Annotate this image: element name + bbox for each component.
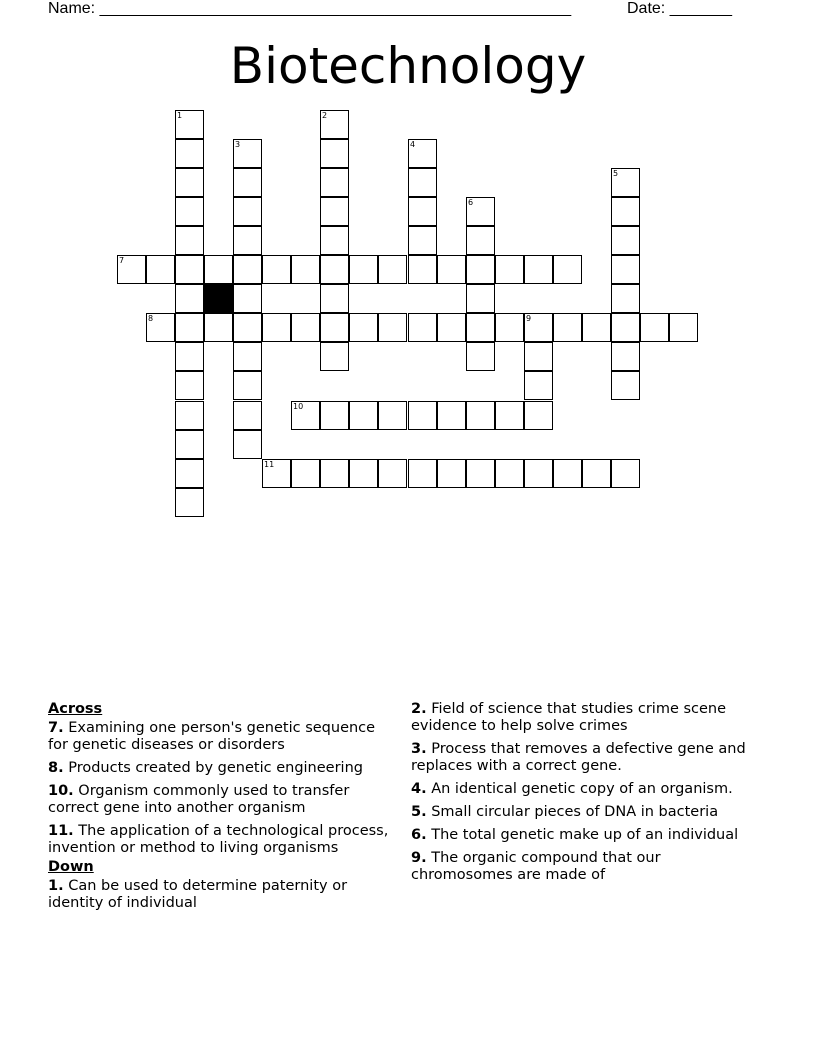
crossword-cell[interactable] (611, 226, 640, 255)
crossword-cell[interactable] (233, 226, 262, 255)
crossword-cell[interactable] (611, 168, 640, 197)
clue-item-text: Can be used to determine paternity or identity of individual (48, 878, 348, 911)
crossword-cell[interactable] (175, 430, 204, 459)
crossword-cell[interactable] (466, 459, 495, 488)
crossword-cell[interactable] (408, 401, 437, 430)
down-clue-list-right (411, 701, 756, 884)
crossword-cell[interactable] (320, 110, 349, 139)
crossword-cell[interactable] (262, 313, 291, 342)
clue-number: 3 (235, 140, 241, 149)
crossword-cell[interactable] (233, 342, 262, 371)
crossword-cell[interactable] (582, 313, 611, 342)
down-clue-list-left (48, 878, 398, 912)
crossword-cell[interactable] (553, 459, 582, 488)
crossword-cell[interactable] (175, 255, 204, 284)
crossword-cell[interactable] (495, 459, 524, 488)
crossword-cell[interactable] (175, 313, 204, 342)
crossword-cell[interactable] (204, 313, 233, 342)
clue-item-number: 5. (411, 804, 427, 820)
clue-item (411, 701, 756, 735)
crossword-cell[interactable] (175, 139, 204, 168)
clue-item (48, 823, 398, 857)
crossword-cell[interactable] (175, 488, 204, 517)
crossword-cell[interactable] (611, 284, 640, 313)
crossword-cell[interactable] (291, 313, 320, 342)
clues-right-column (411, 701, 756, 890)
crossword-cell[interactable] (175, 168, 204, 197)
crossword-cell[interactable] (291, 459, 320, 488)
clue-number: 5 (613, 169, 619, 178)
crossword-cell[interactable] (349, 401, 378, 430)
clue-item-number: 1. (48, 878, 64, 894)
crossword-cell[interactable] (611, 342, 640, 371)
crossword-cell[interactable] (495, 313, 524, 342)
crossword-cell[interactable] (466, 226, 495, 255)
crossword-cell[interactable] (378, 459, 407, 488)
crossword-cell[interactable] (378, 255, 407, 284)
clue-item-number: 4. (411, 781, 427, 797)
crossword-cell[interactable] (175, 371, 204, 400)
clue-item-text: The total genetic make up of an individual (426, 827, 739, 843)
crossword-cell[interactable] (553, 255, 582, 284)
crossword-cell[interactable] (349, 459, 378, 488)
crossword-cell[interactable] (146, 255, 175, 284)
crossword-cell[interactable] (553, 313, 582, 342)
clue-item-text: Process that removes a defective gene and replaces with a correct gene. (411, 741, 746, 774)
crossword-cell[interactable] (320, 168, 349, 197)
clue-item-number: 7. (48, 720, 64, 736)
clue-item-text: Organism commonly used to transfer correct gene into another organism (48, 783, 350, 816)
clue-number: 7 (119, 256, 125, 265)
clue-item-text: Products created by genetic engineering (63, 760, 363, 776)
clue-item-text: The application of a technological process, invention or method to living organisms (48, 823, 389, 856)
crossword-cell[interactable] (437, 401, 466, 430)
crossword-block (204, 284, 233, 313)
clue-item-text: Small circular pieces of DNA in bacteria (426, 804, 719, 820)
crossword-cell[interactable] (349, 313, 378, 342)
crossword-cell[interactable] (233, 197, 262, 226)
date-field-label: Date: _______ (627, 0, 732, 17)
crossword-cell[interactable] (320, 284, 349, 313)
crossword-cell[interactable] (320, 197, 349, 226)
crossword-cell[interactable] (437, 255, 466, 284)
crossword-cell[interactable] (378, 313, 407, 342)
name-field-label: Name: _____________________________________________________ (48, 0, 572, 17)
crossword-cell[interactable] (291, 401, 320, 430)
clue-number: 8 (148, 314, 154, 323)
clue-item-number: 3. (411, 741, 427, 757)
crossword-cell[interactable] (524, 371, 553, 400)
crossword-cell[interactable] (437, 313, 466, 342)
clue-item (411, 827, 756, 844)
crossword-cell[interactable] (524, 255, 553, 284)
crossword-cell[interactable] (495, 401, 524, 430)
clue-item-number: 8. (48, 760, 64, 776)
crossword-cell[interactable] (320, 342, 349, 371)
crossword-cell[interactable] (320, 459, 349, 488)
down-heading: Down (48, 859, 94, 875)
crossword-cell[interactable] (466, 342, 495, 371)
crossword-cell[interactable] (233, 168, 262, 197)
crossword-cell[interactable] (262, 459, 291, 488)
crossword-cell[interactable] (524, 342, 553, 371)
crossword-cell[interactable] (320, 313, 349, 342)
crossword-cell[interactable] (233, 401, 262, 430)
puzzle-title: Biotechnology (229, 37, 587, 95)
crossword-cell[interactable] (378, 401, 407, 430)
crossword-cell[interactable] (408, 226, 437, 255)
clue-item-number: 6. (411, 827, 427, 843)
crossword-cell[interactable] (611, 371, 640, 400)
crossword-cell[interactable] (466, 197, 495, 226)
crossword-cell[interactable] (640, 313, 669, 342)
clue-item-number: 9. (411, 850, 427, 866)
clue-item-text: Field of science that studies crime scene evidence to help solve crimes (411, 701, 727, 734)
crossword-cell[interactable] (175, 459, 204, 488)
across-heading: Across (48, 701, 103, 717)
clue-item (411, 781, 756, 798)
clue-item (48, 783, 398, 817)
crossword-cell[interactable] (408, 139, 437, 168)
clue-item (48, 720, 398, 754)
crossword-cell[interactable] (582, 459, 611, 488)
crossword-cell[interactable] (233, 255, 262, 284)
crossword-cell[interactable] (466, 313, 495, 342)
clue-item-text: The organic compound that our chromosomes are made of (411, 850, 661, 883)
crossword-cell[interactable] (611, 459, 640, 488)
crossword-cell[interactable] (233, 313, 262, 342)
crossword-cell[interactable] (175, 197, 204, 226)
crossword-cell[interactable] (611, 313, 640, 342)
clue-number: 4 (410, 140, 416, 149)
across-clue-list (48, 720, 398, 857)
crossword-cell[interactable] (175, 401, 204, 430)
clue-number: 11 (264, 460, 275, 469)
crossword-cell[interactable] (611, 197, 640, 226)
clue-item-text: Examining one person's genetic sequence for genetic diseases or disorders (48, 720, 376, 753)
clue-number: 6 (468, 198, 474, 207)
clue-item (48, 760, 398, 777)
crossword-cell[interactable] (291, 255, 320, 284)
clue-item-number: 10. (48, 783, 74, 799)
crossword-cell[interactable] (320, 255, 349, 284)
crossword-cell[interactable] (524, 459, 553, 488)
crossword-cell[interactable] (466, 284, 495, 313)
crossword-cell[interactable] (408, 168, 437, 197)
crossword-cell[interactable] (175, 226, 204, 255)
crossword-cell[interactable] (233, 430, 262, 459)
crossword-cell[interactable] (408, 255, 437, 284)
clue-number: 10 (293, 402, 304, 411)
crossword-cell[interactable] (320, 139, 349, 168)
clue-item (411, 741, 756, 775)
crossword-cell[interactable] (408, 459, 437, 488)
crossword-cell[interactable] (611, 255, 640, 284)
clue-item-number: 11. (48, 823, 74, 839)
crossword-cell[interactable] (466, 255, 495, 284)
crossword-cell[interactable] (466, 401, 495, 430)
crossword-cell[interactable] (408, 313, 437, 342)
clue-item-text: An identical genetic copy of an organism. (426, 781, 733, 797)
crossword-cell[interactable] (175, 342, 204, 371)
clue-item (48, 878, 398, 912)
clue-item (411, 850, 756, 884)
crossword-cell[interactable] (349, 255, 378, 284)
clues-left-column (48, 701, 398, 918)
crossword-cell[interactable] (408, 197, 437, 226)
crossword-cell[interactable] (233, 371, 262, 400)
crossword-cell[interactable] (117, 255, 146, 284)
clue-number: 2 (322, 111, 328, 120)
clue-item (411, 804, 756, 821)
crossword-cell[interactable] (233, 139, 262, 168)
crossword-cell[interactable] (175, 284, 204, 313)
crossword-cell[interactable] (437, 459, 466, 488)
crossword-cell[interactable] (524, 401, 553, 430)
crossword-cell[interactable] (495, 255, 524, 284)
crossword-cell[interactable] (320, 226, 349, 255)
crossword-cell[interactable] (146, 313, 175, 342)
crossword-cell[interactable] (204, 255, 233, 284)
crossword-cell[interactable] (320, 401, 349, 430)
crossword-cell[interactable] (233, 284, 262, 313)
crossword-cell[interactable] (262, 255, 291, 284)
clue-item-number: 2. (411, 701, 427, 717)
clue-number: 1 (177, 111, 183, 120)
clue-number: 9 (526, 314, 532, 323)
crossword-cell[interactable] (524, 313, 553, 342)
crossword-cell[interactable] (175, 110, 204, 139)
crossword-cell[interactable] (669, 313, 698, 342)
